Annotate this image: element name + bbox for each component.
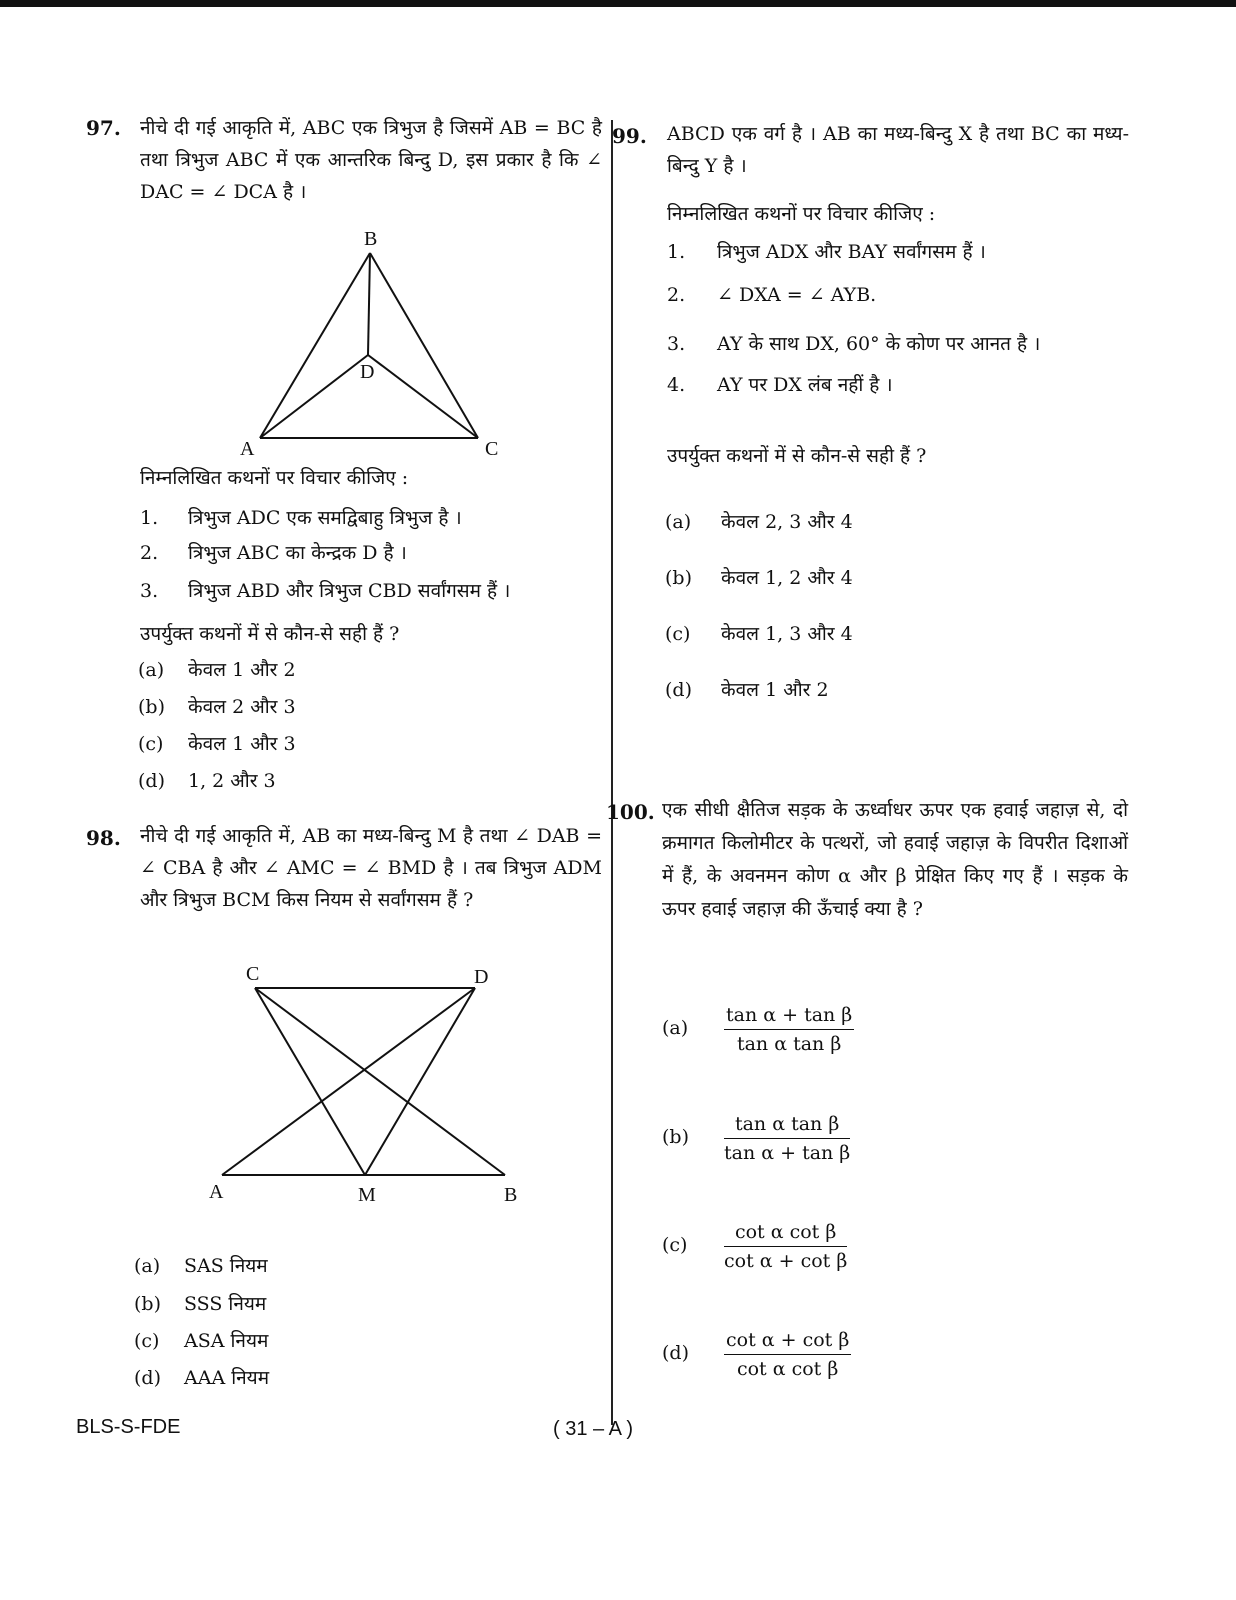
- q97-prompt: निम्नलिखित कथनों पर विचार कीजिए :: [140, 467, 409, 489]
- q100-number: 100.: [606, 800, 655, 824]
- q99-statement: 4. AY पर DX लंब नहीं है ।: [667, 374, 893, 396]
- q97-option-c[interactable]: (c) केवल 1 और 3: [138, 733, 296, 755]
- q97-label-d: D: [360, 361, 375, 383]
- q98-option-c[interactable]: (c) ASA नियम: [134, 1330, 269, 1352]
- q98-option-d[interactable]: (d) AAA नियम: [134, 1367, 270, 1389]
- q99-option-a[interactable]: (a) केवल 2, 3 और 4: [665, 511, 853, 533]
- q100-option-c-numerator: cot α cot β: [724, 1221, 847, 1247]
- q98-edge-bc: [255, 988, 505, 1175]
- q98-option-b[interactable]: (b) SSS नियम: [134, 1293, 267, 1315]
- column-divider: [611, 120, 613, 1425]
- q98-option-a[interactable]: (a) SAS नियम: [134, 1255, 268, 1277]
- q98-label-a: A: [209, 1181, 224, 1203]
- q100-option-b-numerator: tan α tan β: [724, 1113, 850, 1139]
- q100-option-b-denominator: tan α + tan β: [724, 1142, 851, 1164]
- q100-option-d-numerator: cot α + cot β: [724, 1329, 851, 1355]
- q99-option-c[interactable]: (c) केवल 1, 3 और 4: [665, 623, 853, 645]
- footer-page-number: ( 31 – A ): [553, 1418, 634, 1440]
- q97-statement: 1. त्रिभुज ADC एक समद्विबाहु त्रिभुज है ।: [140, 507, 462, 529]
- q97-edge-cd: [368, 355, 478, 438]
- q97-label-a: A: [240, 438, 255, 460]
- q100-text: एक सीधी क्षैतिज सड़क के ऊर्ध्वाधर ऊपर एक हवाई जहाज़ से, दो क्रमागत किलोमीटर के पत्थरों, जो हवाई जहाज़ के विपरीत दिशाओं में हैं, के अवनमन कोण α और β प्रेक्षित किए गए हैं । सड़क के ऊपर हवाई जहाज़ की ऊँचाई क्या है ?: [662, 799, 1128, 920]
- q97-option-d[interactable]: (d) 1, 2 और 3: [138, 770, 276, 792]
- q98-text: नीचे दी गई आकृति में, AB का मध्य-बिन्दु M है तथा ∠ DAB = ∠ CBA है और ∠ AMC = ∠ BMD है । तब त्रिभुज ADM और त्रिभुज BCM किस नियम से सर्वांगसम हैं ?: [140, 825, 602, 911]
- q97-edge-ad: [260, 355, 368, 438]
- q97-number: 97.: [86, 116, 121, 140]
- q100-option-c-label[interactable]: (c): [662, 1234, 688, 1256]
- q98-label-b: B: [504, 1184, 518, 1206]
- q99-question: उपर्युक्त कथनों में से कौन-से सही हैं ?: [667, 445, 927, 467]
- q99-statement: 2. ∠ DXA = ∠ AYB.: [667, 284, 877, 306]
- q99-option-d[interactable]: (d) केवल 1 और 2: [665, 679, 829, 701]
- q99-prompt: निम्नलिखित कथनों पर विचार कीजिए :: [667, 203, 936, 225]
- q100-option-b-label[interactable]: (b): [662, 1126, 689, 1148]
- q100-option-c-fraction: [724, 1221, 847, 1272]
- q97-question: उपर्युक्त कथनों में से कौन-से सही हैं ?: [140, 623, 400, 645]
- q100-option-a-label[interactable]: (a): [662, 1017, 689, 1039]
- q97-statement: 2. त्रिभुज ABC का केन्द्रक D है ।: [140, 542, 407, 564]
- q99-text: ABCD एक वर्ग है । AB का मध्य-बिन्दु X है तथा BC का मध्य-बिन्दु Y है ।: [667, 123, 1129, 177]
- q100-option-b-fraction: [724, 1113, 850, 1164]
- q100-option-c-denominator: cot α + cot β: [724, 1250, 848, 1272]
- q97-label-b: B: [364, 228, 378, 250]
- q100-option-d-denominator: cot α cot β: [736, 1358, 839, 1380]
- q98-label-c: C: [246, 963, 260, 985]
- q97-text: नीचे दी गई आकृति में, ABC एक त्रिभुज है जिसमें AB = BC है तथा त्रिभुज ABC में एक आन्तरिक बिन्दु D, इस प्रकार है कि ∠ DAC = ∠ DCA है ।: [140, 117, 602, 203]
- q100-option-d-fraction: [724, 1329, 851, 1380]
- q97-option-b[interactable]: (b) केवल 2 और 3: [138, 696, 296, 718]
- q100-option-d-label[interactable]: (d): [662, 1342, 689, 1364]
- q99-option-b[interactable]: (b) केवल 1, 2 और 4: [665, 567, 853, 589]
- q97-edge-ab: [260, 253, 370, 438]
- q97-edge-bd: [368, 253, 370, 355]
- q100-option-a-fraction: [724, 1004, 854, 1055]
- q99-number: 99.: [612, 124, 647, 148]
- q99-statement: 3. AY के साथ DX, 60° के कोण पर आनत है ।: [667, 333, 1041, 355]
- q98-label-m: M: [358, 1184, 376, 1206]
- q100-option-a-numerator: tan α + tan β: [724, 1004, 854, 1030]
- q98-label-d: D: [474, 966, 489, 988]
- q98-figure: [200, 960, 530, 1210]
- q97-statement: 3. त्रिभुज ABD और त्रिभुज CBD सर्वांगसम हैं ।: [140, 580, 511, 602]
- top-border: [0, 0, 1236, 7]
- q97-option-a[interactable]: (a) केवल 1 और 2: [138, 659, 296, 681]
- q100-option-a-denominator: tan α tan β: [736, 1033, 842, 1055]
- q97-label-c: C: [485, 438, 499, 460]
- q97-edge-bc: [370, 253, 478, 438]
- footer-code: BLS-S-FDE: [76, 1416, 181, 1438]
- q99-statement: 1. त्रिभुज ADX और BAY सर्वांगसम हैं ।: [667, 241, 986, 263]
- q97-triangle-figure: [240, 225, 520, 465]
- q98-number: 98.: [86, 826, 121, 850]
